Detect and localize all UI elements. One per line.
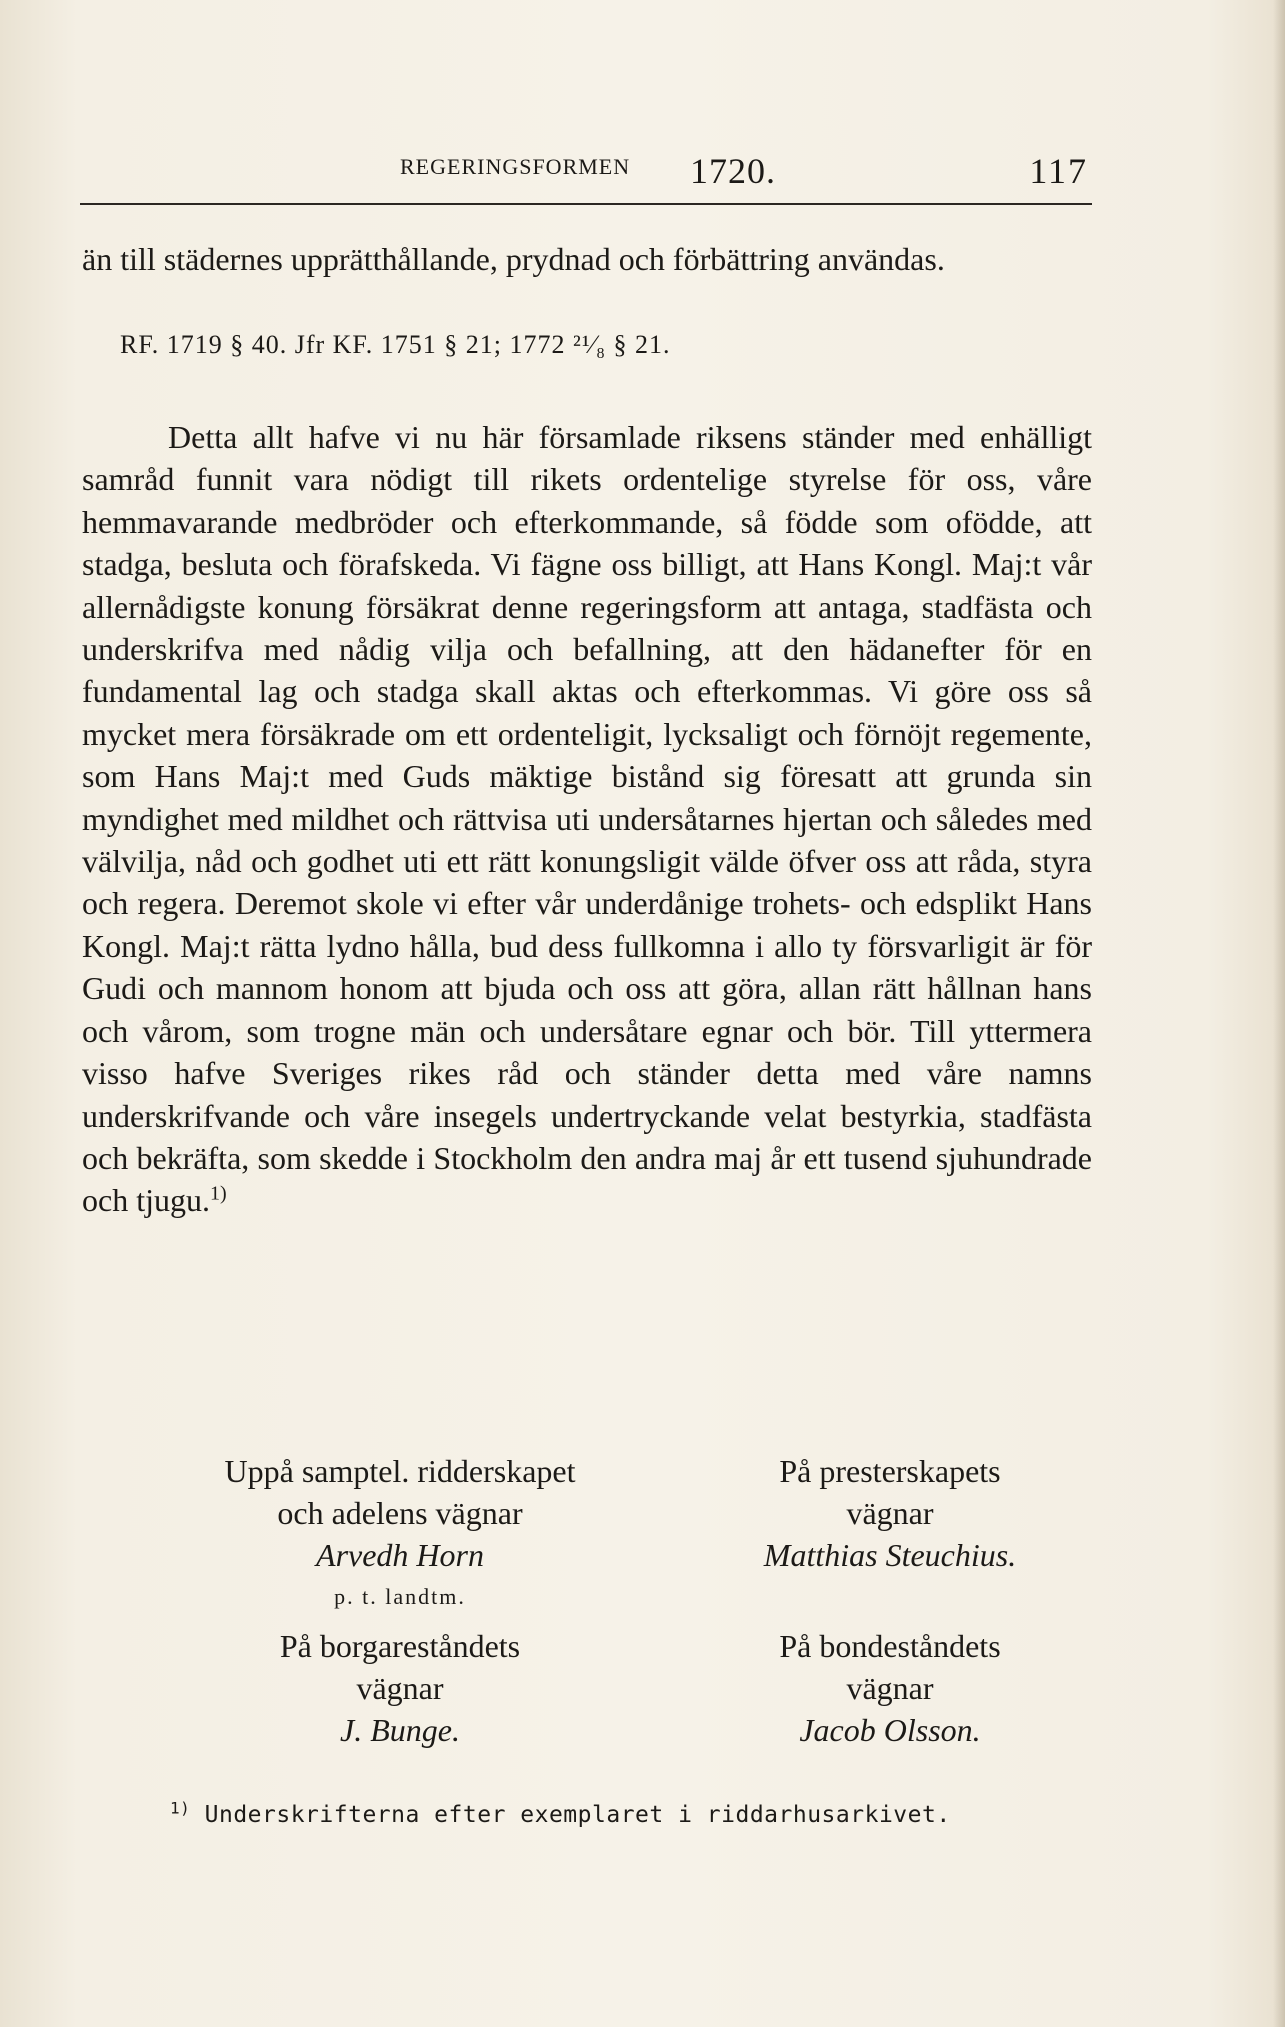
estate-label-line2: och adelens vägnar bbox=[277, 1495, 523, 1531]
estate-label: På bondeståndets bbox=[779, 1628, 1001, 1664]
legal-reference: RF. 1719 § 40. Jfr KF. 1751 § 21; 1772 ²¹⁄₈ § 21. bbox=[120, 330, 671, 359]
running-header bbox=[400, 150, 1090, 190]
main-paragraph bbox=[82, 416, 1092, 1222]
signature-burghers bbox=[220, 1625, 580, 1751]
estate-label: På presterskapets bbox=[779, 1453, 1001, 1489]
estate-label-line2: vägnar bbox=[846, 1670, 934, 1706]
footnote-text: Underskrifterna efter exemplaret i riddarhusarkivet. bbox=[204, 1802, 951, 1828]
estate-label: Uppå samptel. ridderskapet bbox=[224, 1453, 576, 1489]
signatory-name: Matthias Steuchius. bbox=[763, 1537, 1017, 1573]
signatory-title: p. t. landtm. bbox=[334, 1584, 466, 1609]
page-edge-shadow bbox=[1273, 0, 1285, 2027]
page-number: 117 bbox=[1029, 151, 1088, 191]
signature-nobility bbox=[160, 1450, 640, 1618]
footnote bbox=[170, 1798, 951, 1828]
signatory-name: Arvedh Horn bbox=[316, 1537, 484, 1573]
estate-label-line2: vägnar bbox=[356, 1670, 444, 1706]
signature-clergy bbox=[690, 1450, 1090, 1576]
header-rule bbox=[80, 203, 1092, 205]
signature-peasants bbox=[690, 1625, 1090, 1751]
signatory-name: J. Bunge. bbox=[340, 1712, 460, 1748]
footnote-reference: 1) bbox=[209, 1182, 227, 1205]
footnote-marker: 1) bbox=[170, 1798, 191, 1818]
running-title: REGERINGSFORMEN bbox=[400, 154, 631, 179]
lead-paragraph: än till städernes upprätthållande, prydnad och förbättring användas. bbox=[82, 241, 945, 277]
estate-label-line2: vägnar bbox=[846, 1495, 934, 1531]
estate-label: På borgareståndets bbox=[279, 1628, 521, 1664]
signatory-name: Jacob Olsson. bbox=[799, 1712, 981, 1748]
main-paragraph-text: Detta allt hafve vi nu här församlade riksens ständer med enhälligt samråd funnit vara nödigt till rikets ordentelige styrelse för oss, våre hemmavarande medbröder och efterkommande, så födde som ofödde, att stadga, besluta och förafskeda. Vi fägne oss billigt, att Hans Kongl. Maj:t vår allernådigste konung försäkrat denne regeringsform att antaga, stadfästa och underskrifva med nådig vilja och befallning, att den hädanefter för en fundamental lag och stadga skall aktas och efterkommas. Vi göre oss så mycket mera försäkrade om ett ordenteligit, lycksaligt och förnöjt regemente, som Hans Maj:t med Guds mäktige bistånd sig föresatt att grunda sin myndighet med mildhet och rättvisa uti undersåtarnes hjertan och således med välvilja, nåd och godhet uti ett rätt konungsligit välde öfver oss att råda, styra och regera. Deremot skole vi efter vår underdånige trohets- och edsplikt Hans Kongl. Maj:t rätta lydno hålla, bud dess fullkomna i allo ty försvarligit är för Gudi och mannom honom att bjuda och oss att göra, allan rätt hållnan hans och vårom, som trogne män och undersåtare egnar och bör. Till yttermera visso hafve Sveriges rikes råd och ständer detta med våre namns underskrifvande och våre insegels undertryckande velat bestyrkia, stadfästa och bekräfta, som skedde i Stockholm den andra maj år ett tusend sjuhundrade och tjugu. bbox=[82, 419, 1092, 1219]
running-year: 1720. bbox=[690, 151, 776, 191]
